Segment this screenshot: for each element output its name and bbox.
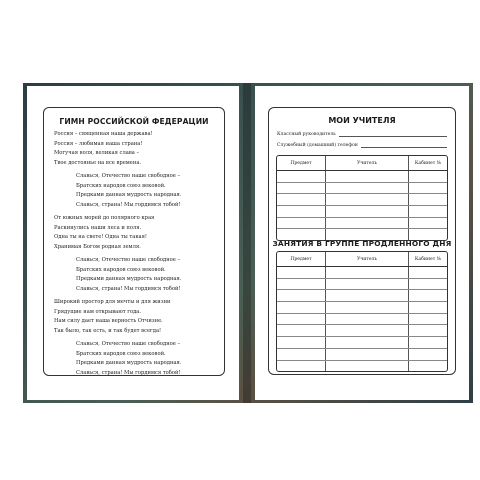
table-cell xyxy=(409,290,447,301)
table-cell xyxy=(409,349,447,360)
table-row xyxy=(277,314,447,326)
table-row xyxy=(277,194,447,206)
table-cell xyxy=(326,267,409,278)
anthem-line: Россия – любимая наша страна! xyxy=(54,140,143,147)
table-cell xyxy=(409,314,447,325)
anthem-title: ГИМН РОССИЙСКОЙ ФЕДЕРАЦИИ xyxy=(59,117,209,126)
table-cell xyxy=(409,325,447,336)
anthem-line: Славься, Отечество наше свободное – xyxy=(76,341,181,347)
table-cell xyxy=(277,349,326,360)
table-cell xyxy=(277,183,326,194)
table-cell xyxy=(277,337,326,348)
anthem-line: Братских народов союз вековой. xyxy=(76,266,166,273)
table-cell xyxy=(326,218,409,229)
anthem-line: Славься, Отечество наше свободное – xyxy=(76,257,181,263)
phone-field xyxy=(277,143,447,148)
table-cell xyxy=(277,206,326,217)
table-cell xyxy=(277,279,326,290)
column-header-subject: Предмет xyxy=(277,156,326,170)
table-cell xyxy=(277,171,326,182)
table-cell xyxy=(409,194,447,205)
table-cell xyxy=(409,337,447,348)
table-row xyxy=(277,267,447,279)
table-cell xyxy=(326,337,409,348)
table-cell xyxy=(409,183,447,194)
table-cell xyxy=(326,183,409,194)
table-cell xyxy=(326,194,409,205)
table-cell xyxy=(409,218,447,229)
class-teacher-label: Классный руководитель xyxy=(277,132,336,137)
anthem-stanza xyxy=(76,340,181,378)
right-page xyxy=(255,86,469,400)
table-cell xyxy=(326,349,409,360)
table-cell xyxy=(409,302,447,313)
anthem-stanza xyxy=(76,172,181,210)
class-teacher-field xyxy=(277,132,447,137)
table-cell xyxy=(409,279,447,290)
after-school-table xyxy=(276,251,448,372)
table-cell xyxy=(277,290,326,301)
table-cell xyxy=(409,267,447,278)
table-row xyxy=(277,183,447,195)
teachers-title: МОИ УЧИТЕЛЯ xyxy=(328,116,396,125)
anthem-line: Россия – священная наша держава! xyxy=(54,131,153,137)
table-cell xyxy=(277,325,326,336)
after-school-title: ЗАНЯТИЯ В ГРУППЕ ПРОДЛЕННОГО ДНЯ xyxy=(272,239,452,248)
table-cell xyxy=(409,171,447,182)
anthem-stanza xyxy=(54,130,153,168)
anthem-line: Могучая воля, великая слава – xyxy=(54,150,140,157)
anthem-line: Предками данная мудрость народная. xyxy=(76,360,182,367)
anthem-line: Нам силу дает наша верность Отчизне. xyxy=(54,318,163,325)
table-cell xyxy=(326,361,409,372)
table-cell xyxy=(326,325,409,336)
anthem-line: Твое достоянье на все времена. xyxy=(54,159,142,166)
column-header-room: Кабинет № xyxy=(414,256,442,262)
phone-label: Служебный (домашний) телефон xyxy=(277,143,358,148)
table-cell xyxy=(326,314,409,325)
teachers-table-header xyxy=(277,156,447,171)
anthem-line: Хранимая Богом родная земля. xyxy=(54,243,141,250)
teachers-table-body xyxy=(277,171,447,240)
anthem-line: Так было, так есть, и так будет всегда! xyxy=(54,327,162,334)
anthem-line: Славься, страна! Мы гордимся тобой! xyxy=(76,201,181,208)
table-cell xyxy=(409,206,447,217)
table-row xyxy=(277,325,447,337)
table-row xyxy=(277,337,447,349)
table-cell xyxy=(277,302,326,313)
notebook-spread xyxy=(23,83,473,403)
anthem-line: Славься, Отечество наше свободное – xyxy=(76,173,181,179)
column-header-subject: Предмет xyxy=(277,252,326,266)
anthem-line: Грядущие нам открывают года. xyxy=(54,308,142,315)
anthem-line: Одна ты на свете! Одна ты такая! xyxy=(54,234,148,241)
table-cell xyxy=(326,206,409,217)
anthem-stanza xyxy=(76,256,181,294)
anthem-line: От южных морей до полярного края xyxy=(54,215,155,221)
table-row xyxy=(277,171,447,183)
table-cell xyxy=(277,267,326,278)
anthem-line: Братских народов союз вековой. xyxy=(76,182,166,189)
table-row xyxy=(277,218,447,230)
table-cell xyxy=(277,314,326,325)
after-school-table-header xyxy=(277,252,447,267)
anthem-line: Предками данная мудрость народная. xyxy=(76,192,182,199)
table-row xyxy=(277,361,447,372)
table-cell xyxy=(326,279,409,290)
anthem-line: Славься, страна! Мы гордимся тобой! xyxy=(76,369,181,376)
column-header-room: Кабинет № xyxy=(414,160,442,166)
after-school-table-body xyxy=(277,267,447,371)
anthem-line: Раскинулись наши леса и поля. xyxy=(54,224,142,231)
table-cell xyxy=(277,361,326,372)
column-header-teacher: Учитель xyxy=(326,252,409,266)
table-cell xyxy=(326,302,409,313)
teachers-table xyxy=(276,155,448,241)
table-row xyxy=(277,279,447,291)
anthem-line: Славься, страна! Мы гордимся тобой! xyxy=(76,285,181,292)
table-cell xyxy=(326,171,409,182)
anthem-line: Предками данная мудрость народная. xyxy=(76,276,182,283)
table-row xyxy=(277,290,447,302)
left-page xyxy=(27,86,239,400)
anthem-line: Братских народов союз вековой. xyxy=(76,350,166,357)
anthem-line: Широкий простор для мечты и для жизни xyxy=(54,299,171,305)
column-header-teacher: Учитель xyxy=(326,156,409,170)
table-cell xyxy=(277,218,326,229)
anthem-frame xyxy=(43,107,225,376)
table-cell xyxy=(326,290,409,301)
table-cell xyxy=(277,194,326,205)
table-row xyxy=(277,206,447,218)
table-row xyxy=(277,302,447,314)
anthem-stanza xyxy=(54,214,154,252)
table-cell xyxy=(409,361,447,372)
table-row xyxy=(277,349,447,361)
teachers-frame xyxy=(268,107,456,375)
anthem-stanza xyxy=(54,298,170,336)
